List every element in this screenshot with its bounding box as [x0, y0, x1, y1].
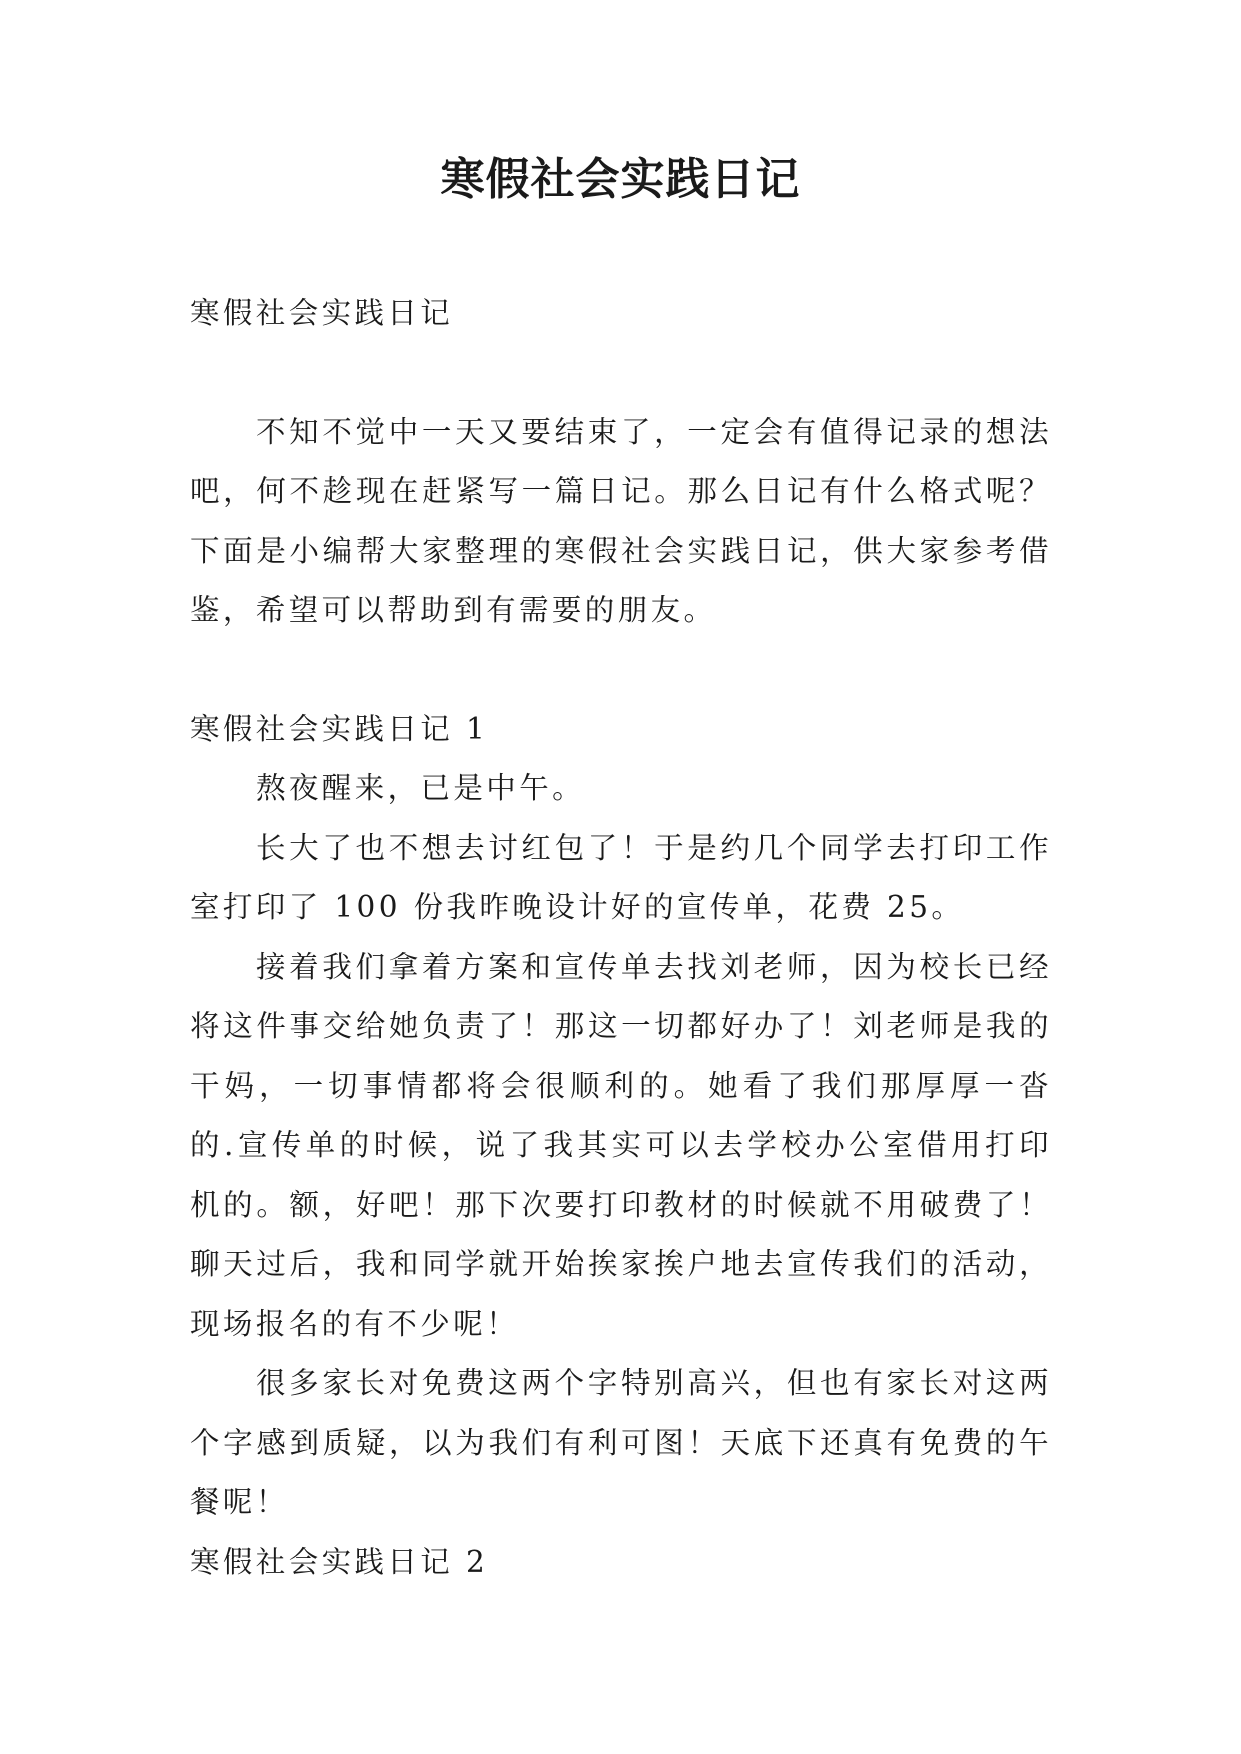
document-title: 寒假社会实践日记: [440, 154, 801, 205]
document-subtitle: 寒假社会实践日记: [190, 296, 454, 330]
entry-1-paragraph: 接着我们拿着方案和宣传单去找刘老师，因为校长已经将这件事交给她负责了！那这一切都好办了！刘老师是我的干妈，一切事情都将会很顺利的。她看了我们那厚厚一沓的.宣传单的时候，说了我其实可以去学校办公室借用打印机的。额，好吧！那下次要打印教材的时候就不用破费了！聊天过后，我和同学就开始挨家挨户地去宣传我们的活动，现场报名的有不少呢！: [190, 949, 1052, 1341]
intro-paragraph: 不知不觉中一天又要结束了，一定会有值得记录的想法吧，何不趁现在赶紧写一篇日记。那么日记有什么格式呢？下面是小编帮大家整理的寒假社会实践日记，供大家参考借鉴，希望可以帮助到有需要的朋友。: [190, 414, 1052, 627]
entry-1-heading: 寒假社会实践日记 1: [190, 711, 489, 746]
spacer: [190, 344, 1052, 403]
document-body: [190, 284, 1052, 1592]
entry-1-paragraph: 很多家长对免费这两个字特别高兴，但也有家长对这两个字感到质疑，以为我们有利可图！天底下还真有免费的午餐呢！: [190, 1366, 1052, 1519]
entry-1-paragraph: 长大了也不想去讨红包了！于是约几个同学去打印工作室打印了 100 份我昨晚设计好的宣传单，花费 25。: [190, 830, 1052, 924]
entry-2-heading: 寒假社会实践日记 2: [190, 1544, 489, 1579]
entry-1-paragraph: 熬夜醒来，已是中午。: [256, 771, 586, 805]
spacer: [190, 641, 1052, 700]
